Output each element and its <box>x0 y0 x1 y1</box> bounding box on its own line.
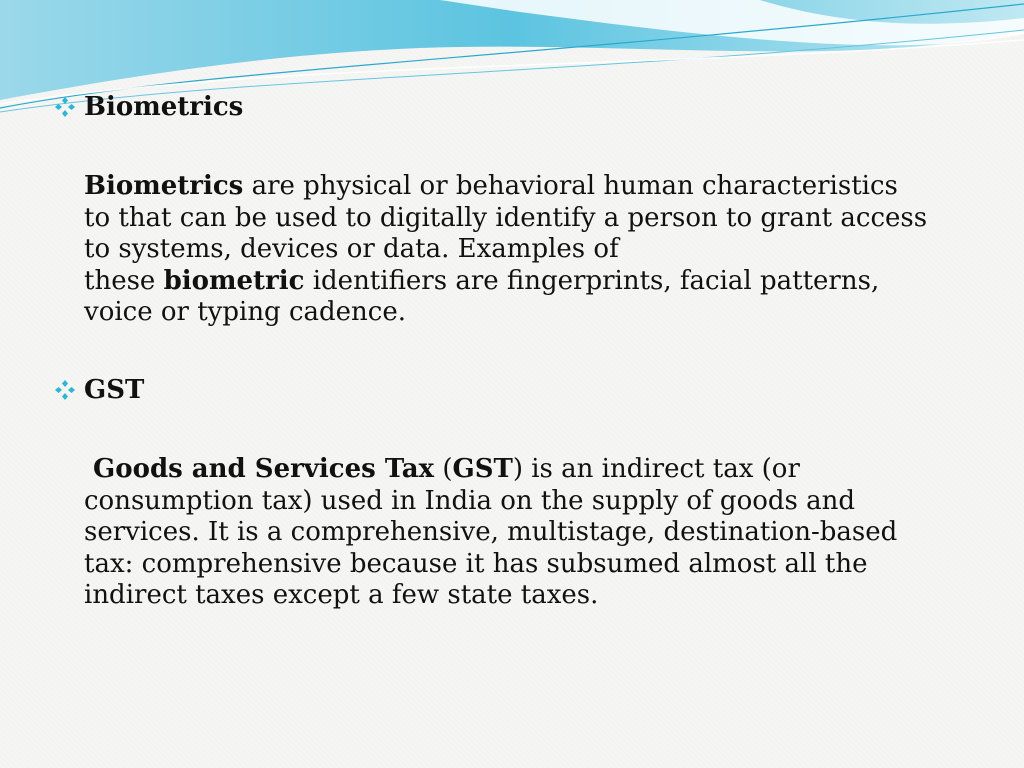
bold-text: biometric <box>163 265 305 296</box>
text-run: consumption tax) used in India on the supply of goods and <box>84 485 856 516</box>
text-run: ) is an indirect tax (or <box>512 454 800 484</box>
section-heading-gst <box>54 375 144 405</box>
text-run: to systems, devices or data. Examples of <box>84 234 619 264</box>
text-run: these <box>84 265 164 296</box>
text-run: services. It is a comprehensive, multistage, destination-based <box>84 517 898 547</box>
paragraph-line <box>84 517 984 549</box>
text-run: ( <box>434 454 453 484</box>
paragraph-line <box>84 203 984 235</box>
text-run: are physical or behavioral human characteristics <box>243 171 898 201</box>
heading-text: GST <box>84 375 145 405</box>
paragraph-line <box>84 266 984 298</box>
paragraph-line <box>84 486 984 518</box>
paragraph-line <box>84 171 984 203</box>
heading-text: Biometrics <box>84 92 244 122</box>
text-run: voice or typing cadence. <box>84 297 407 327</box>
biometrics-paragraph <box>84 171 984 329</box>
text-run: tax: comprehensive because it has subsumed almost all the <box>84 548 868 579</box>
text-run: identifiers are fingerprints, facial patterns, <box>304 265 880 296</box>
section-heading-biometrics <box>54 92 243 122</box>
gst-paragraph <box>84 454 984 612</box>
bold-text: GST <box>452 454 513 484</box>
diamond-bullet-icon <box>54 379 76 401</box>
paragraph-line <box>84 297 984 329</box>
bold-text: Biometrics <box>84 171 244 201</box>
diamond-bullet-icon <box>54 96 76 118</box>
text-run: indirect taxes except a few state taxes. <box>84 580 599 610</box>
paragraph-line <box>84 549 984 581</box>
bold-text: Goods and Services Tax <box>84 454 435 484</box>
paragraph-line <box>84 234 984 266</box>
text-run: to that can be used to digitally identify a person to grant access <box>84 202 928 233</box>
paragraph-line <box>84 580 984 612</box>
paragraph-line <box>84 454 984 486</box>
